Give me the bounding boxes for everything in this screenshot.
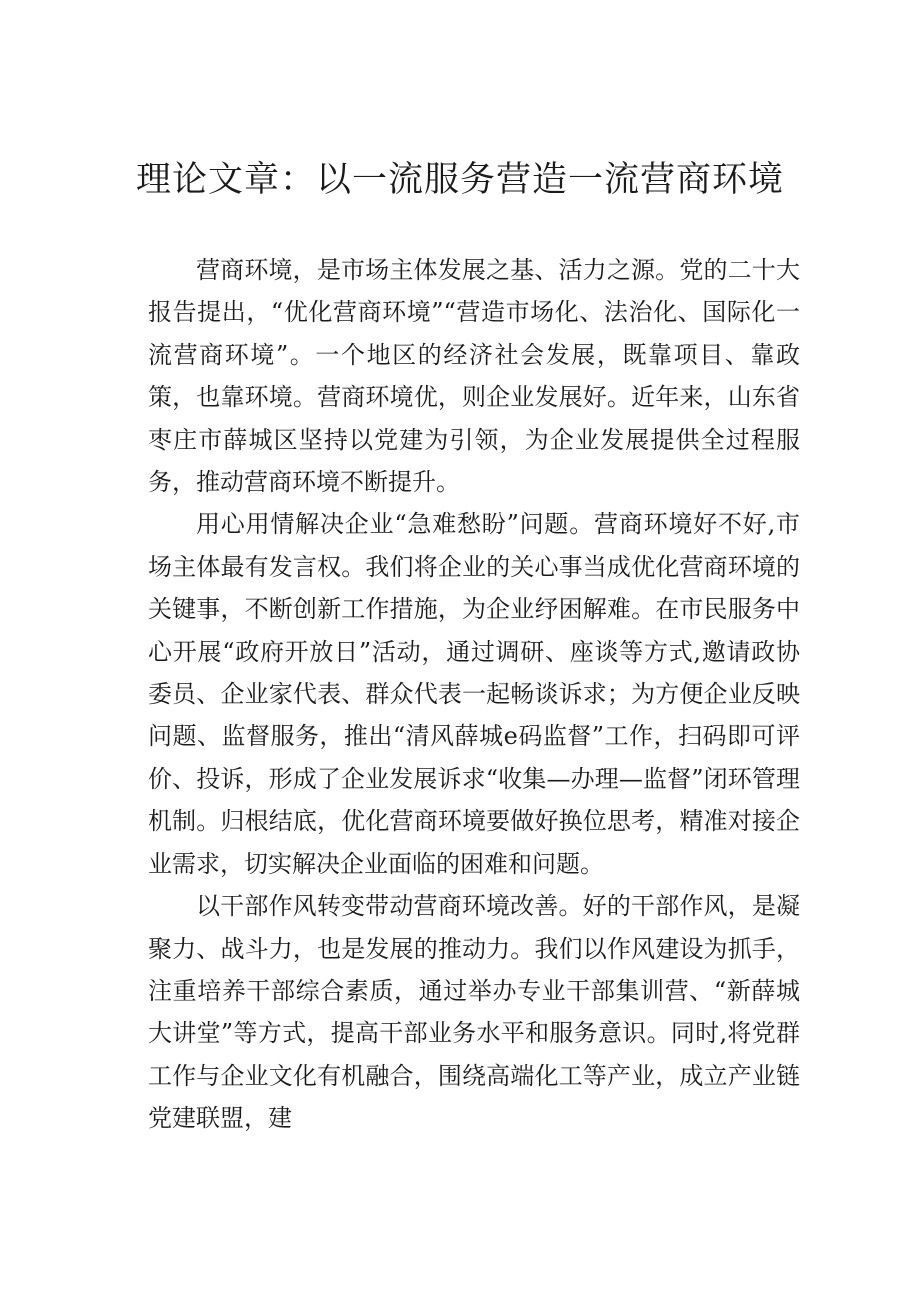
- document-title: 理论文章：以一流服务营造一流营商环境: [135, 160, 784, 200]
- paragraph-3: 以干部作风转变带动营商环境改善。好的干部作风，是凝聚力、战斗力，也是发展的推动力。我们以作风建设为抓手，注重培养干部综合素质，通过举办专业干部集训营、“新薛城大讲堂”等方式，提高干部业务水平和服务意识。同时,将党群工作与企业文化有机融合，围绕高端化工等产业，成立产业链党建联盟，建: [148, 892, 800, 1133]
- document-body: [148, 249, 800, 1140]
- paragraph-1: 营商环境，是市场主体发展之基、活力之源。党的二十大报告提出，“优化营商环境”“营造市场化、法治化、国际化一流营商环境”。一个地区的经济社会发展，既靠项目、靠政策，也靠环境。营商环境优，则企业发展好。近年来，山东省枣庄市薛城区坚持以党建为引领，为企业发展提供全过程服务，推动营商环境不断提升。: [148, 256, 800, 497]
- paragraph-2: 用心用情解决企业“急难愁盼”问题。营商环境好不好,市场主体最有发言权。我们将企业的关心事当成优化营商环境的关键事，不断创新工作措施，为企业纾困解难。在市民服务中心开展“政府开放日”活动，通过调研、座谈等方式,邀请政协委员、企业家代表、群众代表一起畅谈诉求；为方便企业反映问题、监督服务，推出“清风薛城e码监督”工作，扫码即可评价、投诉，形成了企业发展诉求“收集—办理—监督”闭环管理机制。归根结底，优化营商环境要做好换位思考，精准对接企业需求，切实解决企业面临的困难和问题。: [148, 510, 800, 878]
